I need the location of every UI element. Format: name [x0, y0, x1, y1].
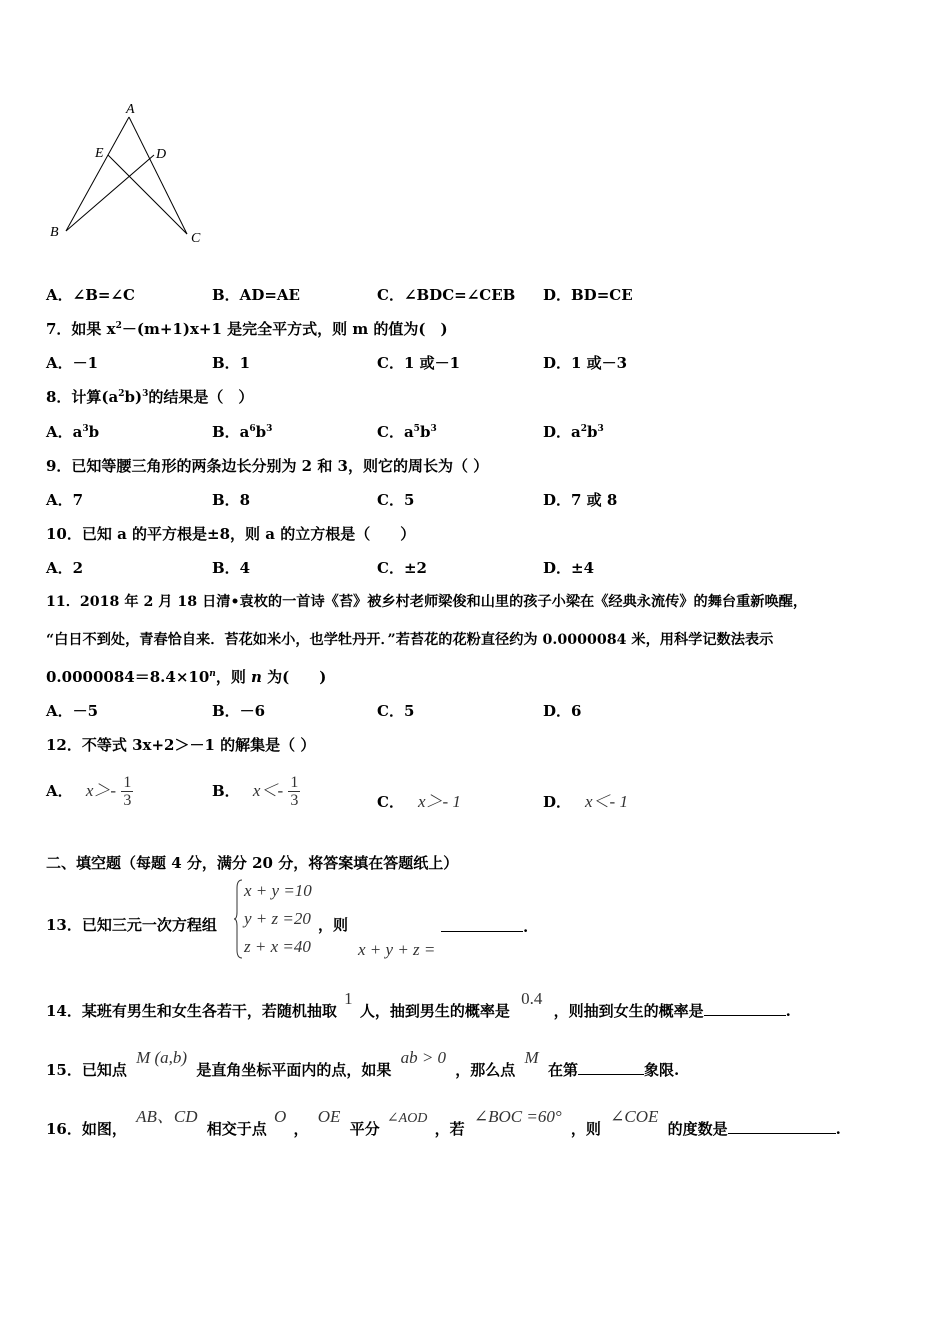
q13-answer-blank[interactable] [441, 915, 523, 932]
line-AC [129, 117, 187, 234]
q11-option-d: D．6 [543, 702, 582, 720]
q7-stem: 7．如果 $x^2-(m+1)x+1$ 是完全平方式，则 m 的值为( ) [46, 320, 448, 338]
q14-answer-blank[interactable] [704, 999, 786, 1016]
q15-answer-blank[interactable] [578, 1058, 644, 1075]
q6-option-b: B．AD=AE [212, 286, 300, 304]
q15-stem: 15．已知点 M (a,b) 是直角坐标平面内的点，如果 ab > 0 ，那么点 M 在第 象限. [46, 1048, 680, 1079]
line-CE [108, 155, 187, 234]
q13-stem-pre: 13．已知三元一次方程组 [46, 916, 217, 934]
q11-option-a: A．－5 [46, 702, 99, 720]
q11-line1: 11．2018 年 2 月 18 日清•袁枚的一首诗《苔》被乡村老师梁俊和山里的孩子小梁在《经典永流传》的舞台重新唤醒， [46, 594, 808, 610]
equation-system [244, 877, 312, 961]
q16-stem: 16．如图， AB、CD 相交于点 O ， OE 平分 ∠AOD ，若 ∠BOC =60° ，则 ∠COE 的度数是 . [46, 1107, 841, 1138]
fraction-one-third: $\frac{1}{3}$ [123, 773, 132, 809]
q10-option-c: C．±2 [377, 559, 427, 577]
q13-answer-row: . [441, 915, 528, 937]
section-2-title: 二、填空题（每题 4 分，满分 20 分，将答案填在答题纸上） [46, 854, 459, 872]
q8-option-c: C．$a^5b^3$ [377, 423, 437, 441]
line-AB [66, 117, 129, 231]
q7-option-b: B．1 [212, 354, 251, 372]
q7-option-c: C．1 或－1 [377, 354, 461, 372]
q7-option-a: A．－1 [46, 354, 99, 372]
label-D: D [156, 147, 167, 162]
equation-1: x + y =10 [244, 881, 312, 900]
equation-2: y + z =20 [244, 909, 311, 928]
q10-stem: 10．已知 a 的平方根是±8，则 a 的立方根是（ ） [46, 525, 416, 543]
q8-option-a: A．$a^3b$ [46, 423, 100, 441]
q6-option-d: D．BD=CE [543, 286, 633, 304]
q10-option-d: D．±4 [543, 559, 595, 577]
q8-option-d: D．$a^2b^3$ [543, 423, 604, 441]
q12-stem: 12．不等式 3x+2＞－1 的解集是（ ） [46, 736, 316, 754]
label-E: E [95, 146, 104, 161]
q11-line3: $0.0000084=8.4\times 10^n$，则 n 为( ) [46, 668, 327, 686]
q9-option-d: D．7 或 8 [543, 491, 618, 509]
q12-option-c: C． x＞- 1 [377, 792, 461, 811]
q12-option-d: D． x＜- 1 [543, 792, 628, 811]
q14-stem: 14．某班有男生和女生各若干，若随机抽取 1 人，抽到男生的概率是 0.4 ，则抽到女生的概率是 . [46, 989, 791, 1020]
q8-option-b: B．$a^6b^3$ [212, 423, 273, 441]
triangle-figure [40, 95, 260, 265]
q6-option-a: A．∠B=∠C [46, 286, 135, 304]
line-BD [66, 155, 154, 231]
label-A: A [126, 102, 135, 117]
q9-option-b: B．8 [212, 491, 251, 509]
q11-option-b: B．－6 [212, 702, 266, 720]
q12-option-a: A． x＞- $\frac{1}{3}$ [46, 773, 132, 809]
label-B: B [50, 225, 59, 240]
system-brace [234, 878, 244, 960]
q6-option-c: C．∠BDC=∠CEB [377, 286, 516, 304]
q9-option-c: C．5 [377, 491, 415, 509]
equation-3: z + x =40 [244, 937, 311, 956]
q12-option-b: B． x＜- $\frac{1}{3}$ [212, 773, 299, 809]
fraction-one-third: $\frac{1}{3}$ [290, 773, 299, 809]
label-C: C [191, 231, 201, 246]
q16-answer-blank[interactable] [728, 1117, 836, 1134]
q10-option-a: A．2 [46, 559, 84, 577]
q11-option-c: C．5 [377, 702, 415, 720]
q13-stem-mid: ，则 [318, 916, 349, 934]
q9-option-a: A．7 [46, 491, 84, 509]
q9-stem: 9．已知等腰三角形的两条边长分别为 2 和 3，则它的周长为（ ） [46, 457, 489, 475]
q10-option-b: B．4 [212, 559, 251, 577]
q7-option-d: D．1 或－3 [543, 354, 628, 372]
q8-stem: 8．计算$(a^2b)^3$的结果是（ ） [46, 388, 254, 406]
q11-line2: “白日不到处，青春恰自来．苔花如米小，也学牡丹开．”若苔花的花粉直径约为 0.0000084 米，用科学记数法表示 [46, 632, 774, 648]
q13-expression: x + y + z = [358, 940, 436, 959]
